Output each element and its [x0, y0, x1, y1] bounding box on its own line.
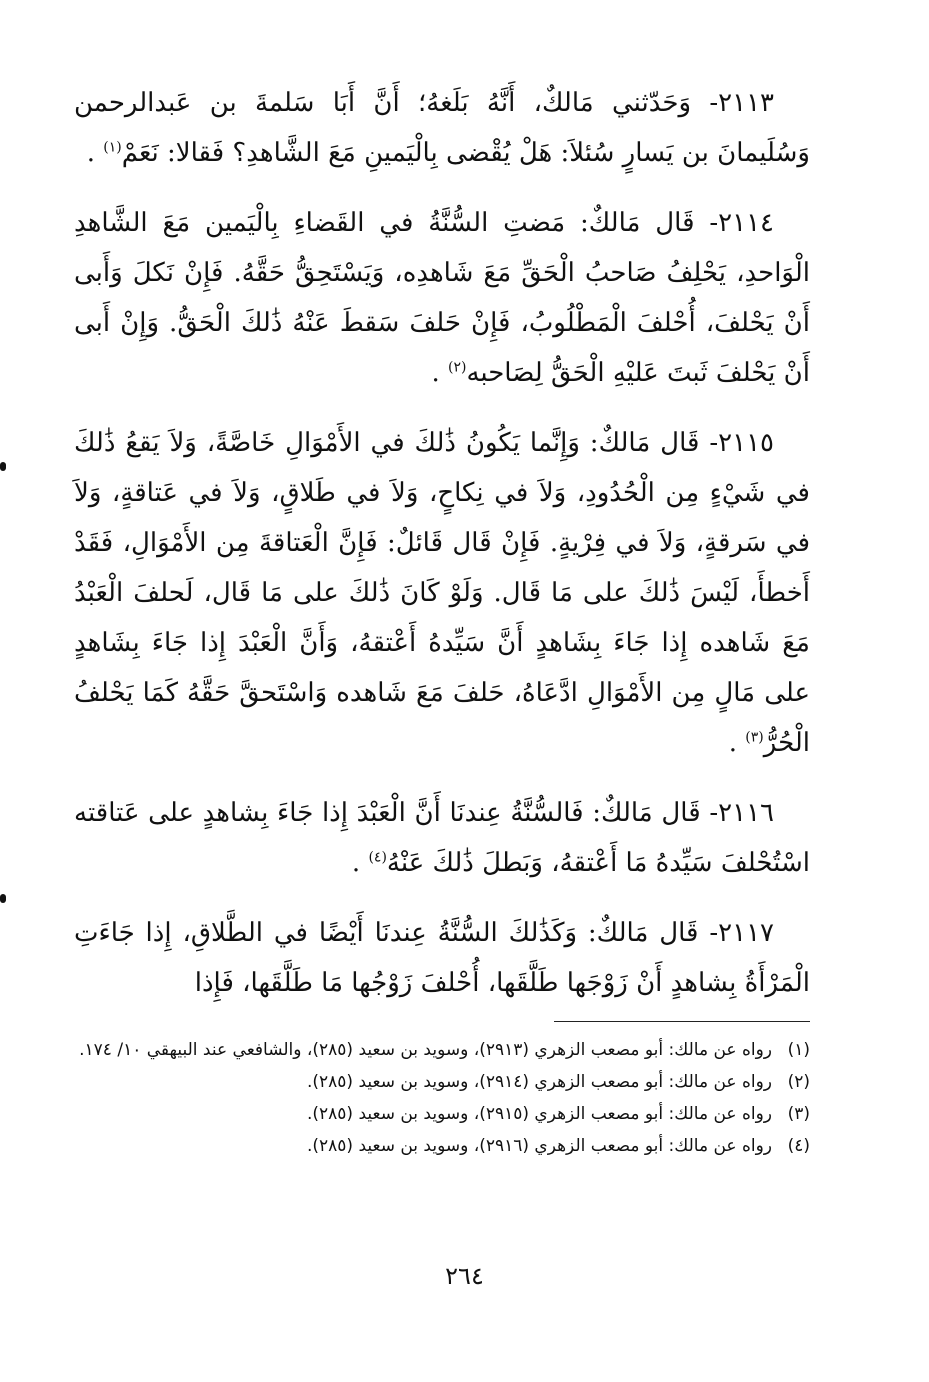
paragraph-2117 [74, 908, 810, 1008]
paragraph-number: ٢١١٤- [709, 208, 774, 238]
paragraph-end: . [351, 848, 369, 878]
paragraph-text: قَال مَالكٌ: وَكَذَٰلكَ السُّنَّةُ عِندنَا أَيْضًا في الطَّلاقِ، إِذا جَاءَتِ الْمَرْأَةُ بِشاهدٍ أَنْ زَوْجَها طَلَّقَها، أُحْلفَ زَوْجُها مَا طَلَّقَها، فَإِذا [74, 918, 810, 998]
footnote-number: (٢) [787, 1072, 810, 1092]
footnote-text: رواه عن مالك: أبو مصعب الزهري (٢٩١٣)، وسويد بن سعيد (٢٨٥)، والشافعي عند البيهقي ١٠/ ١٧٤. [79, 1040, 772, 1060]
scan-artifact-mark [0, 894, 6, 903]
paragraph-2115 [74, 418, 810, 768]
footnote-item [74, 1130, 810, 1162]
footnote-marker: (٤) [368, 849, 387, 866]
paragraph-end: . [86, 138, 104, 168]
footnote-marker: (٣) [745, 729, 764, 746]
footnote-text: رواه عن مالك: أبو مصعب الزهري (٢٩١٥)، وسويد بن سعيد (٢٨٥). [306, 1104, 772, 1124]
paragraph-2116 [74, 788, 810, 888]
footnote-separator [554, 1021, 810, 1022]
footnotes [74, 1034, 810, 1162]
footnote-number: (١) [787, 1040, 810, 1060]
paragraph-text: وَحَدّثني مَالكٌ، أَنَّهُ بَلَغهُ؛ أَنَّ أَبَا سَلمةَ بن عَبدالرحمن وَسُلَيمانَ بن يَسارٍ سُئلاَ: هَلْ يُقْضى بِالْيَمينِ مَعَ الشَّاهدِ؟ فَقالا: نَعَمْ [74, 88, 810, 168]
footnote-text: رواه عن مالك: أبو مصعب الزهري (٢٩١٤)، وسويد بن سعيد (٢٨٥). [306, 1072, 772, 1092]
footnote-item [74, 1066, 810, 1098]
paragraph-text: قَال مَالكٌ: فَالسُّنَّةُ عِندنَا أَنَّ الْعَبْدَ إِذا جَاءَ بِشاهدٍ على عَتاقته اسْتُحْلفَ سَيِّدهُ مَا أَعْتقهُ، وَبَطلَ ذَٰلكَ عَنْهُ [74, 798, 810, 878]
paragraph-end: . [431, 358, 448, 388]
main-text [74, 78, 810, 1028]
footnote-item [74, 1034, 810, 1066]
paragraph-2114 [74, 198, 810, 398]
footnote-number: (٣) [787, 1104, 810, 1124]
page-number: ٢٦٤ [445, 1262, 484, 1290]
paragraph-end: . [728, 728, 746, 758]
paragraph-number: ٢١١٣- [709, 88, 774, 118]
paragraph-2113 [74, 78, 810, 178]
paragraph-number: ٢١١٥- [709, 428, 774, 458]
paragraph-number: ٢١١٧- [709, 918, 775, 948]
paragraph-text: قَال مَالكٌ: وَإِنَّما يَكُونُ ذَٰلكَ في الأَمْوَالِ خَاصَّةً، وَلاَ يَقعُ ذَٰلكَ في شَيْءٍ مِن الْحُدُودِ، وَلاَ في نِكاحٍ، وَلاَ في طَلاقٍ، وَلاَ في عَتاقةٍ، وَلاَ في سَرقةٍ، وَلاَ في فِرْيةٍ. فَإِنْ قَال قَائلٌ: فَإِنَّ الْعَتاقةَ مِن الأَمْوَالِ، فَقَدْ أَخطأَ، لَيْسَ ذَٰلكَ على مَا قَال. وَلَوْ كَانَ ذَٰلكَ على مَا قَال، لَحلفَ الْعَبْدُ مَعَ شَاهده إِذا جَاءَ بِشَاهدٍ أَنَّ سَيِّدهُ أَعْتقهُ، وَأَنَّ الْعَبْدَ إِذا جَاءَ بِشَاهدٍ على مَالٍ مِن الأَمْوَالِ ادَّعَاهُ، حَلفَ مَعَ شَاهده وَاسْتَحقَّ حَقَّهُ كَمَا يَحْلفُ الْحُرُّ [74, 428, 810, 758]
scan-artifact-mark [0, 462, 6, 471]
footnote-item [74, 1098, 810, 1130]
paragraph-number: ٢١١٦- [709, 798, 774, 828]
footnote-number: (٤) [787, 1136, 810, 1156]
footnote-marker: (١) [103, 139, 122, 156]
paragraph-text: قَال مَالكٌ: مَضتِ السُّنَّةُ في القَضاءِ بِالْيَمين مَعَ الشَّاهدِ الْوَاحدِ، يَحْلِفُ صَاحبُ الْحَقِّ مَعَ شَاهدِه، وَيَسْتَحِقُّ حَقَّهُ. فَإِنْ نَكلَ وَأَبى أَنْ يَحْلفَ، أُحْلفَ الْمَطْلُوبُ، فَإِنْ حَلفَ سَقطَ عَنْهُ ذَٰلكَ الْحَقُّ. وَإِنْ أَبى أَنْ يَحْلفَ ثَبتَ عَليْهِ الْحَقُّ لِصَاحبه [74, 208, 810, 388]
footnote-marker: (٢) [447, 359, 467, 376]
footnote-text: رواه عن مالك: أبو مصعب الزهري (٢٩١٦)، وسويد بن سعيد (٢٨٥). [306, 1136, 772, 1156]
